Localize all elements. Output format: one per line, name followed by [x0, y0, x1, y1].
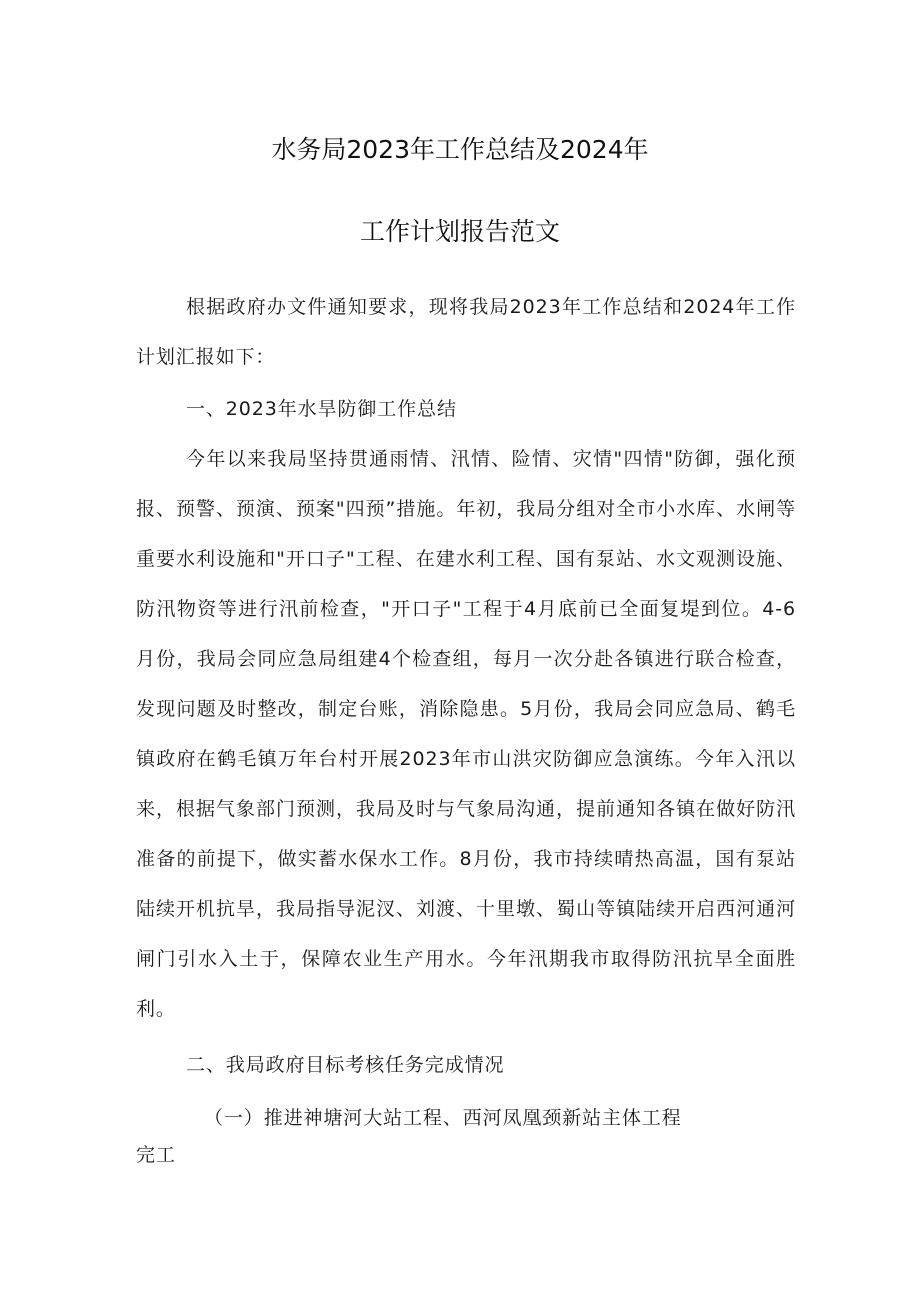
section1-heading: 一、2023年水旱防御工作总结	[186, 398, 457, 420]
document-title-line2: 工作计划报告范文	[359, 217, 560, 246]
subsection1-heading: （一）推进神塘河大站工程、西河凤凰颈新站主体工程	[204, 1107, 682, 1129]
intro-paragraph: 根据政府办文件通知要求，现将我局2023年工作总结和2024年工作计划汇报如下：	[136, 296, 796, 368]
section1-body: 今年以来我局坚持贯通雨情、汛情、险情、灾情"四情"防御，强化预报、预警、预演、预案"四预”措施。年初，我局分组对全市小水库、水闸等重要水利设施和"开口子"工程、在建水利工程、国有泵站、水文观测设施、防汛物资等进行汛前检查，"开口子"工程于4月底前已全面复堤到位。4-6月份，我局会同应急局组建4个检查组，每月一次分赴各镇进行联合检查，发现问题及时整改，制定台账，消除隐患。5月份，我局会同应急局、鹤毛镇政府在鹤毛镇万年台村开展2023年市山洪灾防御应急演练。今年入汛以来，根据气象部门预测，我局及时与气象局沟通，提前通知各镇在做好防汛准备的前提下，做实蓄水保水工作。8月份，我市持续晴热高温，国有泵站陆续开机抗旱，我局指导泥汊、刘渡、十里墩、蜀山等镇陆续开启西河通河闸门引水入土于，保障农业生产用水。今年汛期我市取得防汛抗旱全面胜利。	[136, 448, 796, 1020]
subsection1-continuation: 完工	[136, 1144, 176, 1166]
section2-heading: 二、我局政府目标考核任务完成情况	[186, 1054, 505, 1076]
document-title-line1: 水务局2023年工作总结及2024年	[271, 135, 649, 164]
